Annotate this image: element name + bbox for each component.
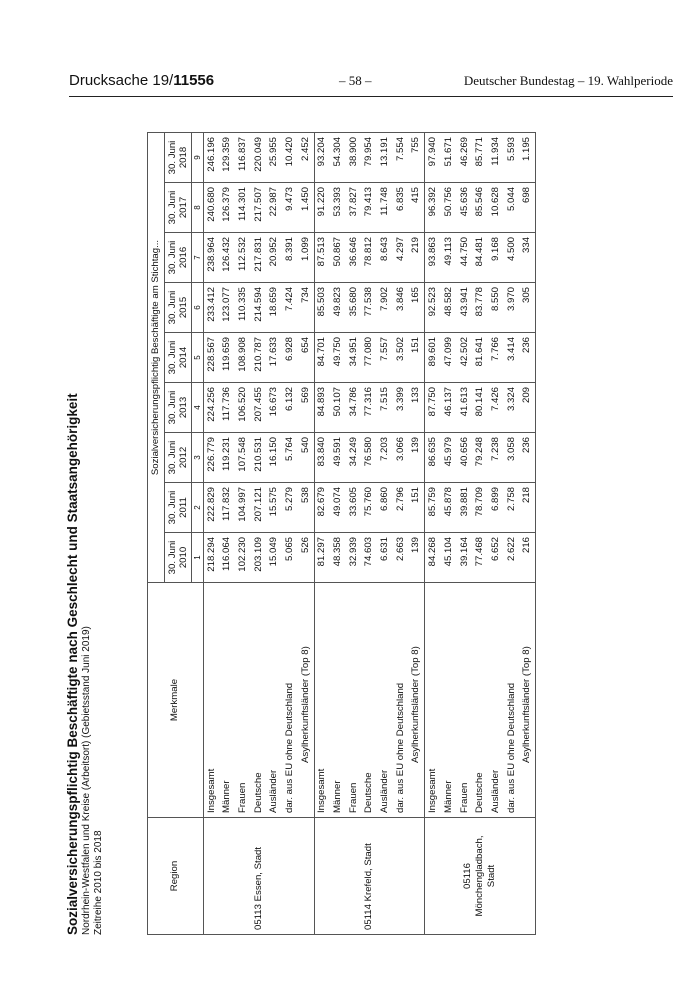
- table-cell: 41.613: [457, 383, 473, 433]
- table-cell: 2.758: [504, 483, 520, 533]
- table-cell: 83.840: [314, 433, 330, 483]
- table-cell: 6.652: [488, 533, 504, 583]
- table-cell: 81.641: [472, 333, 488, 383]
- table-cell: 3.414: [504, 333, 520, 383]
- table-cell: 126.379: [219, 183, 235, 233]
- table-cell: 7.203: [377, 433, 393, 483]
- table-cell: 85.503: [314, 283, 330, 333]
- table-cell: 82.679: [314, 483, 330, 533]
- table-cell: 217.507: [251, 183, 267, 233]
- header-year: [164, 333, 191, 383]
- table-cell: 119.231: [219, 433, 235, 483]
- table-cell: 3.399: [393, 383, 409, 433]
- table-row: [472, 133, 488, 935]
- table-cell: 2.663: [393, 533, 409, 583]
- table-cell: 78.812: [362, 233, 378, 283]
- header-year: [164, 533, 191, 583]
- header-index: 4: [191, 383, 203, 433]
- header-year-line: 30. Juni: [166, 190, 178, 225]
- table-cell: 46.137: [441, 383, 457, 433]
- table-cell: 92.523: [425, 283, 441, 333]
- table-cell: 49.750: [330, 333, 346, 383]
- header-index: 7: [191, 233, 203, 283]
- table-cell: 35.680: [346, 283, 362, 333]
- publisher: Deutscher Bundestag – 19. Wahlperiode: [463, 73, 673, 88]
- table-cell: 84.893: [314, 383, 330, 433]
- table-cell: 133: [409, 383, 425, 433]
- table-cell: 87.750: [425, 383, 441, 433]
- table-cell: 84.481: [472, 233, 488, 283]
- table-cell: 85.771: [474, 137, 486, 167]
- table-cell: 110.335: [235, 283, 251, 333]
- table-row: [425, 133, 441, 935]
- header-merkmale: Merkmale: [148, 583, 204, 818]
- table-cell: 87.513: [314, 233, 330, 283]
- table-cell: 36.646: [346, 233, 362, 283]
- table-row: [203, 133, 219, 935]
- table-cell: 224.256: [203, 383, 219, 433]
- region-line: Stadt: [486, 864, 498, 888]
- table-cell: 13.191: [379, 137, 391, 167]
- document-prefix: Drucksache 19/: [69, 72, 174, 89]
- region-cell: [425, 818, 536, 935]
- row-label: Ausländer: [488, 583, 504, 818]
- table-row: [409, 133, 425, 935]
- table-cell: 1.099: [298, 233, 314, 283]
- header-year-line: 30. Juni: [166, 340, 178, 375]
- table-cell: 9.168: [488, 233, 504, 283]
- table-cell: 236: [519, 333, 535, 383]
- header-year-line: 30. Juni: [166, 440, 178, 475]
- row-label: Frauen: [346, 583, 362, 818]
- row-label: Insgesamt: [425, 583, 441, 818]
- table-cell: 698: [519, 183, 535, 233]
- table-cell: 74.603: [362, 533, 378, 583]
- table-cell: 2.452: [298, 133, 314, 183]
- header-index: 8: [191, 183, 203, 233]
- table-cell: 8.550: [488, 283, 504, 333]
- table-cell: 210.531: [251, 433, 267, 483]
- table-cell: 17.633: [266, 333, 282, 383]
- table-cell: 77.316: [362, 383, 378, 433]
- header-year-line: 2015: [177, 296, 189, 319]
- table-cell: 207.121: [251, 483, 267, 533]
- table-row: [298, 133, 314, 935]
- header-year-line: 30. Juni: [166, 490, 178, 525]
- table-cell: 34.786: [346, 383, 362, 433]
- table-cell: 77.080: [362, 333, 378, 383]
- table-cell: 80.141: [472, 383, 488, 433]
- table-cell: 7.557: [377, 333, 393, 383]
- document-number: [69, 72, 214, 89]
- table-cell: 7.426: [488, 383, 504, 433]
- table-cell: 42.502: [457, 333, 473, 383]
- row-label: Asylherkunftsländer (Top 8): [519, 583, 535, 818]
- table-cell: 5.279: [282, 483, 298, 533]
- table-cell: 15.049: [266, 533, 282, 583]
- table-cell: 96.392: [425, 183, 441, 233]
- table-cell: 37.827: [346, 183, 362, 233]
- table-cell: 210.787: [251, 333, 267, 383]
- table-cell: 102.230: [235, 533, 251, 583]
- table-cell: 77.468: [472, 533, 488, 583]
- table-cell: 240.680: [203, 183, 219, 233]
- table-cell: 85.546: [472, 183, 488, 233]
- table-cell: 77.538: [362, 283, 378, 333]
- table-row: [251, 133, 267, 935]
- row-label: dar. aus EU ohne Deutschland: [504, 583, 520, 818]
- table-cell: 9.473: [282, 183, 298, 233]
- title-block: [65, 135, 105, 935]
- table-cell: 84.701: [314, 333, 330, 383]
- row-label: Deutsche: [251, 583, 267, 818]
- table-cell: 50.756: [441, 183, 457, 233]
- table-cell: 3.502: [393, 333, 409, 383]
- table-cell: 33.605: [346, 483, 362, 533]
- table-cell: 108.908: [235, 333, 251, 383]
- table-cell: 48.582: [441, 283, 457, 333]
- table-cell: 11.748: [377, 183, 393, 233]
- table-row: [235, 133, 251, 935]
- table-cell: 93.204: [316, 137, 328, 167]
- table-cell: 218: [519, 483, 535, 533]
- table-cell: 219: [409, 233, 425, 283]
- region-cell: 05113 Essen, Stadt: [203, 818, 314, 935]
- table-cell: 2.796: [393, 483, 409, 533]
- table-row: [266, 133, 282, 935]
- table-cell: 6.835: [393, 183, 409, 233]
- table-cell: 5.593: [505, 137, 517, 162]
- header-year-line: 30. Juni: [166, 290, 178, 325]
- table-cell: 45.878: [441, 483, 457, 533]
- table-cell: 6.132: [282, 383, 298, 433]
- table-cell: 97.940: [427, 137, 439, 167]
- table-cell: 305: [519, 283, 535, 333]
- region-line: Mönchengladbach,: [474, 835, 486, 917]
- row-label: Männer: [330, 583, 346, 818]
- table-cell: 119.659: [219, 333, 235, 383]
- table-row: [377, 133, 393, 935]
- row-label: Männer: [441, 583, 457, 818]
- table-cell: 755: [409, 133, 425, 183]
- table-cell: 50.107: [330, 383, 346, 433]
- header-year: [164, 283, 191, 333]
- table-cell: 45.636: [457, 183, 473, 233]
- table-cell: 526: [298, 533, 314, 583]
- header-index: 3: [191, 433, 203, 483]
- table-cell: 3.846: [393, 283, 409, 333]
- table-cell: 49.074: [330, 483, 346, 533]
- table-cell: 139: [409, 433, 425, 483]
- table-cell: 238.964: [203, 233, 219, 283]
- table-row: [346, 133, 362, 935]
- table-cell: 5.764: [282, 433, 298, 483]
- table-cell: 203.109: [251, 533, 267, 583]
- header-year-line: 2010: [177, 546, 189, 569]
- row-label: Insgesamt: [314, 583, 330, 818]
- table-cell: 10.628: [488, 183, 504, 233]
- table-cell: 34.249: [346, 433, 362, 483]
- table-cell: 2.622: [504, 533, 520, 583]
- table-cell: 7.766: [488, 333, 504, 383]
- table-cell: 86.635: [425, 433, 441, 483]
- table-cell: 415: [409, 183, 425, 233]
- header-rule: [69, 96, 673, 97]
- table-cell: 112.532: [235, 233, 251, 283]
- table-cell: 334: [519, 233, 535, 283]
- table-cell: 49.591: [330, 433, 346, 483]
- table-cell: 39.881: [457, 483, 473, 533]
- header-year-line: 2018: [177, 146, 189, 169]
- table-cell: 78.709: [472, 483, 488, 533]
- table-cell: 83.778: [472, 283, 488, 333]
- table-cell: 654: [298, 333, 314, 383]
- table-cell: 207.455: [251, 383, 267, 433]
- header-year: [164, 233, 191, 283]
- table-cell: 216: [519, 533, 535, 583]
- row-label: Insgesamt: [203, 583, 219, 818]
- table-cell: 7.238: [488, 433, 504, 483]
- table-cell: 3.058: [504, 433, 520, 483]
- table-cell: 44.750: [457, 233, 473, 283]
- table-cell: 38.900: [347, 137, 359, 167]
- table-cell: 85.759: [425, 483, 441, 533]
- table-cell: 49.823: [330, 283, 346, 333]
- row-label: Asylherkunftsländer (Top 8): [298, 583, 314, 818]
- table-cell: 93.863: [425, 233, 441, 283]
- table-cell: 40.656: [457, 433, 473, 483]
- page-header: [69, 72, 673, 94]
- header-year: [164, 433, 191, 483]
- table-cell: 107.548: [235, 433, 251, 483]
- header-year-line: 30. Juni: [166, 240, 178, 275]
- table-cell: 43.941: [457, 283, 473, 333]
- row-label: Asylherkunftsländer (Top 8): [409, 583, 425, 818]
- table-cell: 8.643: [377, 233, 393, 283]
- row-label: dar. aus EU ohne Deutschland: [282, 583, 298, 818]
- table-subtitle-period: Zeitreihe 2010 bis 2018: [93, 830, 104, 935]
- header-year: [164, 133, 191, 183]
- table-cell: 4.297: [393, 233, 409, 283]
- table-cell: 46.269: [458, 137, 470, 167]
- table-cell: 151: [409, 483, 425, 533]
- table-cell: 6.631: [377, 533, 393, 583]
- table-cell: 123.077: [219, 283, 235, 333]
- table-cell: 5.044: [504, 183, 520, 233]
- table-title: Sozialversicherungspflichtig Beschäftigte nach Geschlecht und Staatsangehörigkeit: [65, 393, 80, 935]
- table-cell: 20.952: [266, 233, 282, 283]
- table-cell: 218.294: [203, 533, 219, 583]
- table-cell: 129.359: [221, 137, 233, 172]
- header-year-line: 2016: [177, 246, 189, 269]
- table-cell: 6.860: [377, 483, 393, 533]
- table-cell: 7.554: [394, 137, 406, 162]
- table-cell: 32.939: [346, 533, 362, 583]
- table-row: [282, 133, 298, 935]
- table-row: [330, 133, 346, 935]
- header-year: [164, 383, 191, 433]
- data-table: [147, 132, 536, 935]
- table-cell: 84.268: [425, 533, 441, 583]
- table-cell: 217.831: [251, 233, 267, 283]
- page-number: – 58 –: [339, 73, 372, 88]
- table-cell: 79.413: [362, 183, 378, 233]
- table-cell: 54.304: [332, 137, 344, 167]
- table-cell: 18.659: [266, 283, 282, 333]
- table-cell: 104.997: [235, 483, 251, 533]
- table-cell: 7.424: [282, 283, 298, 333]
- table-cell: 228.567: [203, 333, 219, 383]
- row-label: Männer: [219, 583, 235, 818]
- table-cell: 53.393: [330, 183, 346, 233]
- table-cell: 4.500: [504, 233, 520, 283]
- table-cell: 139: [409, 533, 425, 583]
- table-cell: 22.987: [266, 183, 282, 233]
- table-cell: 209: [519, 383, 535, 433]
- table-cell: 236: [519, 433, 535, 483]
- table-cell: 116.837: [236, 137, 248, 171]
- table-row: [219, 133, 235, 935]
- row-label: Deutsche: [472, 583, 488, 818]
- table-cell: 79.248: [472, 433, 488, 483]
- table-row: [314, 133, 330, 935]
- table-row: [457, 133, 473, 935]
- region-line: 05116: [462, 863, 474, 889]
- table-cell: 246.196: [205, 137, 217, 172]
- table-cell: 51.671: [442, 137, 454, 167]
- header-year-line: 2012: [177, 446, 189, 469]
- table-cell: 10.420: [283, 137, 295, 167]
- header-index: 5: [191, 333, 203, 383]
- table-cell: 222.829: [203, 483, 219, 533]
- row-label: Ausländer: [266, 583, 282, 818]
- row-label: Ausländer: [377, 583, 393, 818]
- table-cell: 11.934: [489, 137, 501, 166]
- table-cell: 5.065: [282, 533, 298, 583]
- header-year-line: 2011: [177, 497, 189, 518]
- table-cell: 50.867: [330, 233, 346, 283]
- table-cell: 233.412: [203, 283, 219, 333]
- table-cell: 151: [409, 333, 425, 383]
- header-index: 9: [191, 133, 203, 183]
- row-label: Deutsche: [362, 583, 378, 818]
- table-cell: 226.779: [203, 433, 219, 483]
- table-cell: 540: [298, 433, 314, 483]
- header-group-stichtag: Sozialversicherungspflichtig Beschäftigte am Stichtag...: [148, 133, 165, 583]
- table-cell: 165: [409, 283, 425, 333]
- header-year: [164, 183, 191, 233]
- header-year-line: 30. Juni: [166, 390, 178, 425]
- table-cell: 220.049: [252, 137, 264, 172]
- document-number-value: 11556: [173, 72, 215, 89]
- table-cell: 49.113: [441, 233, 457, 283]
- header-region: Region: [148, 818, 204, 935]
- header-index: 6: [191, 283, 203, 333]
- row-label: dar. aus EU ohne Deutschland: [393, 583, 409, 818]
- table-cell: 1.195: [519, 133, 535, 183]
- table-cell: 34.951: [346, 333, 362, 383]
- table-cell: 214.594: [251, 283, 267, 333]
- table-row: [393, 133, 409, 935]
- region-cell: 05114 Krefeld, Stadt: [314, 818, 425, 935]
- table-cell: 79.954: [363, 137, 375, 167]
- table-cell: 76.580: [362, 433, 378, 483]
- table-cell: 7.902: [377, 283, 393, 333]
- table-cell: 45.104: [441, 533, 457, 583]
- table-row: [488, 133, 504, 935]
- table-cell: 48.358: [330, 533, 346, 583]
- rotated-page-content: [65, 105, 675, 935]
- table-cell: 1.450: [298, 183, 314, 233]
- header-year-line: 30. Juni: [166, 140, 178, 175]
- table-row: [504, 133, 520, 935]
- table-cell: 3.970: [504, 283, 520, 333]
- table-cell: 6.928: [282, 333, 298, 383]
- table-cell: 106.520: [235, 383, 251, 433]
- table-cell: 6.899: [488, 483, 504, 533]
- row-label: Frauen: [235, 583, 251, 818]
- table-row: [362, 133, 378, 935]
- header-year-line: 2013: [177, 396, 189, 419]
- header-index: 1: [191, 533, 203, 583]
- table-cell: 16.150: [266, 433, 282, 483]
- table-cell: 25.955: [268, 137, 280, 167]
- table-cell: 114.301: [235, 183, 251, 233]
- header-year: [164, 483, 191, 533]
- table-subtitle-region: Nordrhein-Westfalen und Kreise (Arbeitsort) (Gebietsstand Juni 2019): [81, 626, 92, 935]
- table-cell: 117.832: [219, 483, 235, 533]
- table-cell: 89.601: [425, 333, 441, 383]
- header-year-line: 30. Juni: [166, 540, 178, 575]
- header-year-line: 2017: [177, 196, 189, 219]
- table-cell: 734: [298, 283, 314, 333]
- table-cell: 39.164: [457, 533, 473, 583]
- table-cell: 91.220: [314, 183, 330, 233]
- table-cell: 116.064: [219, 533, 235, 583]
- table-cell: 8.391: [282, 233, 298, 283]
- table-cell: 47.099: [441, 333, 457, 383]
- row-label: Frauen: [457, 583, 473, 818]
- table-body: [203, 133, 535, 935]
- table-cell: 117.736: [219, 383, 235, 433]
- table-cell: 75.760: [362, 483, 378, 533]
- table-cell: 15.575: [266, 483, 282, 533]
- table-cell: 569: [298, 383, 314, 433]
- table-cell: 3.324: [504, 383, 520, 433]
- table-cell: 45.979: [441, 433, 457, 483]
- table-cell: 538: [298, 483, 314, 533]
- table-row: [519, 133, 535, 935]
- table-row: [441, 133, 457, 935]
- table-cell: 16.673: [266, 383, 282, 433]
- table-cell: 3.066: [393, 433, 409, 483]
- table-cell: 7.515: [377, 383, 393, 433]
- table-cell: 81.297: [314, 533, 330, 583]
- header-year-line: 2014: [177, 346, 189, 369]
- header-index: 2: [191, 483, 203, 533]
- table-cell: 126.432: [219, 233, 235, 283]
